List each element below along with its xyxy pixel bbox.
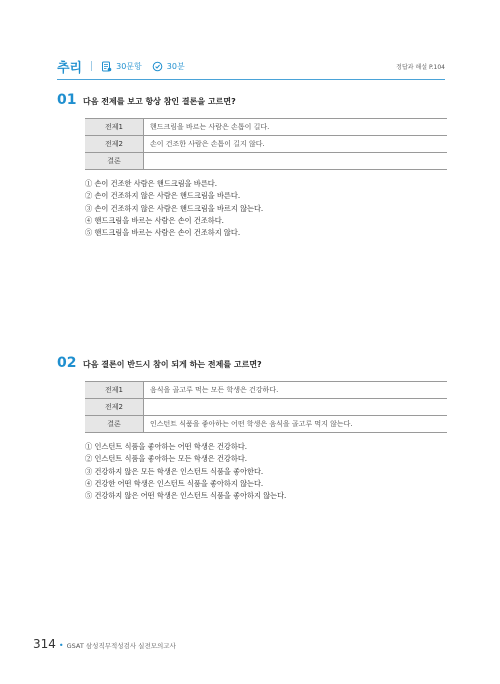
clock-icon [152, 61, 163, 72]
row-label: 전제1 [85, 119, 144, 136]
table-row [85, 136, 447, 153]
row-value [144, 153, 448, 170]
table-row [85, 416, 447, 433]
header-divider [91, 61, 92, 71]
question-count-label: 30문항 [116, 61, 142, 71]
question-number: 02 [57, 355, 77, 371]
question-prompt: 다음 전제를 보고 항상 참인 결론을 고르면? [83, 97, 236, 106]
question-heading [57, 92, 445, 108]
premise-table [85, 381, 447, 433]
row-value: 손이 건조한 사람은 손톱이 길지 않다. [144, 136, 448, 153]
answer-option[interactable]: ④ 핸드크림을 바르는 사람은 손이 건조하다. [85, 215, 224, 225]
answer-option[interactable]: ③ 손이 건조하지 않은 사람은 핸드크림을 바르지 않는다. [85, 203, 264, 213]
table-row [85, 153, 447, 170]
row-label: 결론 [85, 416, 144, 433]
row-label: 전제2 [85, 136, 144, 153]
answer-option[interactable]: ③ 건강하지 않은 모든 학생은 인스턴트 식품을 좋아한다. [85, 466, 264, 476]
table-row [85, 382, 447, 399]
answer-options [85, 178, 445, 239]
answer-options [85, 441, 445, 502]
question-number: 01 [57, 92, 77, 108]
answer-reference: 정답과 해설 P.104 [396, 63, 445, 71]
row-value: 인스턴트 식품을 좋아하는 어떤 학생은 음식을 골고루 먹지 않는다. [144, 416, 448, 433]
row-value [144, 399, 448, 416]
row-label: 결론 [85, 153, 144, 170]
page-header [57, 56, 445, 76]
answer-option[interactable]: ① 손이 건조한 사람은 핸드크림을 바른다. [85, 179, 217, 188]
table-row [85, 399, 447, 416]
header-rule [57, 79, 445, 80]
row-label: 전제1 [85, 382, 144, 399]
question-count [101, 61, 142, 72]
answer-option[interactable]: ① 인스턴트 식품을 좋아하는 어떤 학생은 건강하다. [85, 442, 248, 451]
footer-separator: • [58, 641, 64, 650]
page-footer [33, 637, 176, 651]
row-value: 음식을 골고루 먹는 모든 학생은 건강하다. [144, 382, 448, 399]
document-icon [101, 61, 112, 72]
answer-option[interactable]: ④ 건강한 어떤 학생은 인스턴트 식품을 좋아하지 않는다. [85, 478, 264, 488]
question-01 [57, 92, 445, 239]
time-limit-label: 30분 [166, 61, 185, 71]
question-heading [57, 355, 445, 371]
question-prompt: 다음 결론이 반드시 참이 되게 하는 전제를 고르면? [83, 360, 262, 369]
question-02 [57, 355, 445, 502]
answer-option[interactable]: ⑤ 건강하지 않은 어떤 학생은 인스턴트 식품을 좋아하지 않는다. [85, 491, 287, 501]
premise-table [85, 118, 447, 170]
answer-option[interactable]: ② 인스턴트 식품을 좋아하는 모든 학생은 건강하다. [85, 454, 248, 464]
section-title: 추리 [57, 60, 83, 76]
answer-option[interactable]: ⑤ 핸드크림을 바르는 사람은 손이 건조하지 않다. [85, 228, 241, 238]
book-title: GSAT 삼성직무적성검사 실전모의고사 [66, 642, 176, 650]
table-row [85, 119, 447, 136]
row-label: 전제2 [85, 399, 144, 416]
page-number: 314 [33, 637, 56, 651]
time-limit [152, 61, 185, 72]
row-value: 핸드크림을 바르는 사람은 손톱이 길다. [144, 119, 448, 136]
answer-option[interactable]: ② 손이 건조하지 않은 사람은 핸드크림을 바른다. [85, 191, 241, 201]
